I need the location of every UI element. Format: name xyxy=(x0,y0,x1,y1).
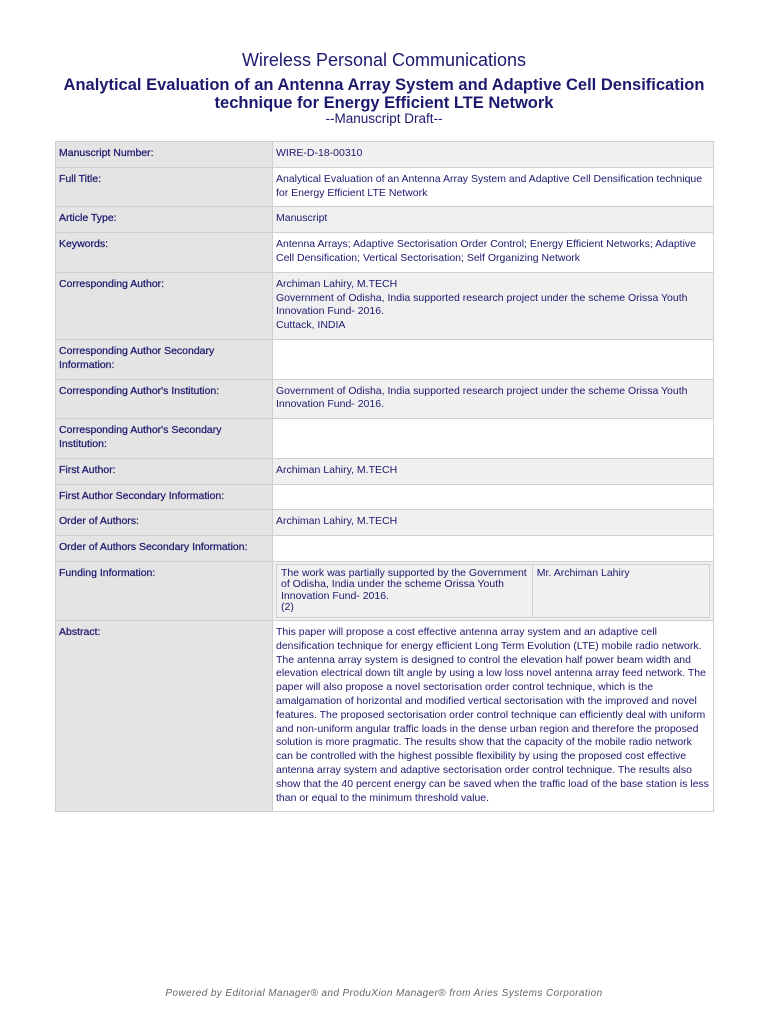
funding-recipient: Mr. Archiman Lahiry xyxy=(532,564,709,617)
funding-row xyxy=(277,564,710,617)
value-article-type: Manuscript xyxy=(273,207,714,233)
row-abstract xyxy=(56,620,714,811)
footer-powered-by: Powered by Editorial Manager® and ProduXion Manager® from Aries Systems Corporation xyxy=(165,988,603,999)
label-full-title: Full Title: xyxy=(56,167,273,207)
value-keywords: Antenna Arrays; Adaptive Sectorisation Order Control; Energy Efficient Networks; Adaptive Cell Densification; Vertical Sectorisation; Self Organizing Network xyxy=(273,233,714,273)
label-corresponding-author: Corresponding Author: xyxy=(56,272,273,339)
row-order-of-authors xyxy=(56,510,714,536)
value-corresponding-author: Archiman Lahiry, M.TECH Government of Odisha, India supported research project under the scheme Orissa Youth Innovation Fund- 2016. Cuttack, INDIA xyxy=(273,272,714,339)
value-first-author-secondary xyxy=(273,484,714,510)
label-abstract: Abstract: xyxy=(56,620,273,811)
row-manuscript-number xyxy=(56,142,714,168)
row-corresponding-author-secondary-institution xyxy=(56,419,714,459)
label-funding-information: Funding Information: xyxy=(56,561,273,620)
value-full-title: Analytical Evaluation of an Antenna Array System and Adaptive Cell Densification technique for Energy Efficient LTE Network xyxy=(273,167,714,207)
value-corresponding-author-secondary xyxy=(273,339,714,379)
draft-label: --Manuscript Draft-- xyxy=(325,111,443,126)
value-first-author: Archiman Lahiry, M.TECH xyxy=(273,458,714,484)
row-corresponding-author xyxy=(56,272,714,339)
value-corresponding-author-secondary-institution xyxy=(273,419,714,459)
funding-table xyxy=(276,564,710,618)
funding-source: The work was partially supported by the Government of Odisha, India under the scheme Orissa Youth Innovation Fund- 2016. (2) xyxy=(277,564,533,617)
label-first-author-secondary: First Author Secondary Information: xyxy=(56,484,273,510)
value-abstract: This paper will propose a cost effective antenna array system and an adaptive cell densification technique for energy efficient Long Term Evolution (LTE) mobile radio network. The antenna array system is designed to control the elevation half power beam width and elevation electrical down tilt angle by using a low loss novel antenna array feed network. The paper will also propose a novel sectorisation order control technique, which is the amalgamation of horizontal and modified vertical sectorisation with the improved and novel features. The proposed sectorisation order control technique can efficiently deal with uniform and non-uniform angular traffic loads in the dense urban region and therefore the proposed solution is more pragmatic. The results show that the capacity of the mobile radio network can be controlled with the highest possible flexibility by using the proposed cost effective antenna array system and adaptive sectorisation order control technique. The results also show that the 40 percent energy can be saved when the traffic load of the base station is less than or equal to the minimum threshold value. xyxy=(273,620,714,811)
label-order-of-authors-secondary: Order of Authors Secondary Information: xyxy=(56,536,273,562)
manuscript-details-table xyxy=(55,141,714,812)
label-corresponding-author-secondary: Corresponding Author Secondary Information: xyxy=(56,339,273,379)
label-keywords: Keywords: xyxy=(56,233,273,273)
row-corresponding-author-institution xyxy=(56,379,714,419)
row-first-author xyxy=(56,458,714,484)
row-keywords xyxy=(56,233,714,273)
value-order-of-authors: Archiman Lahiry, M.TECH xyxy=(273,510,714,536)
row-corresponding-author-secondary xyxy=(56,339,714,379)
value-manuscript-number: WIRE-D-18-00310 xyxy=(273,142,714,168)
label-order-of-authors: Order of Authors: xyxy=(56,510,273,536)
label-corresponding-author-secondary-institution: Corresponding Author's Secondary Institution: xyxy=(56,419,273,459)
value-order-of-authors-secondary xyxy=(273,536,714,562)
row-funding-information xyxy=(56,561,714,620)
value-funding-information xyxy=(273,561,714,620)
label-first-author: First Author: xyxy=(56,458,273,484)
journal-name: Wireless Personal Communications xyxy=(241,50,527,70)
value-corresponding-author-institution: Government of Odisha, India supported research project under the scheme Orissa Youth Innovation Fund- 2016. xyxy=(273,379,714,419)
row-order-of-authors-secondary xyxy=(56,536,714,562)
label-manuscript-number: Manuscript Number: xyxy=(56,142,273,168)
manuscript-title: Analytical Evaluation of an Antenna Array System and Adaptive Cell Densification technique for Energy Efficient LTE Network xyxy=(63,76,705,112)
row-first-author-secondary xyxy=(56,484,714,510)
label-corresponding-author-institution: Corresponding Author's Institution: xyxy=(56,379,273,419)
row-full-title xyxy=(56,167,714,207)
label-article-type: Article Type: xyxy=(56,207,273,233)
row-article-type xyxy=(56,207,714,233)
